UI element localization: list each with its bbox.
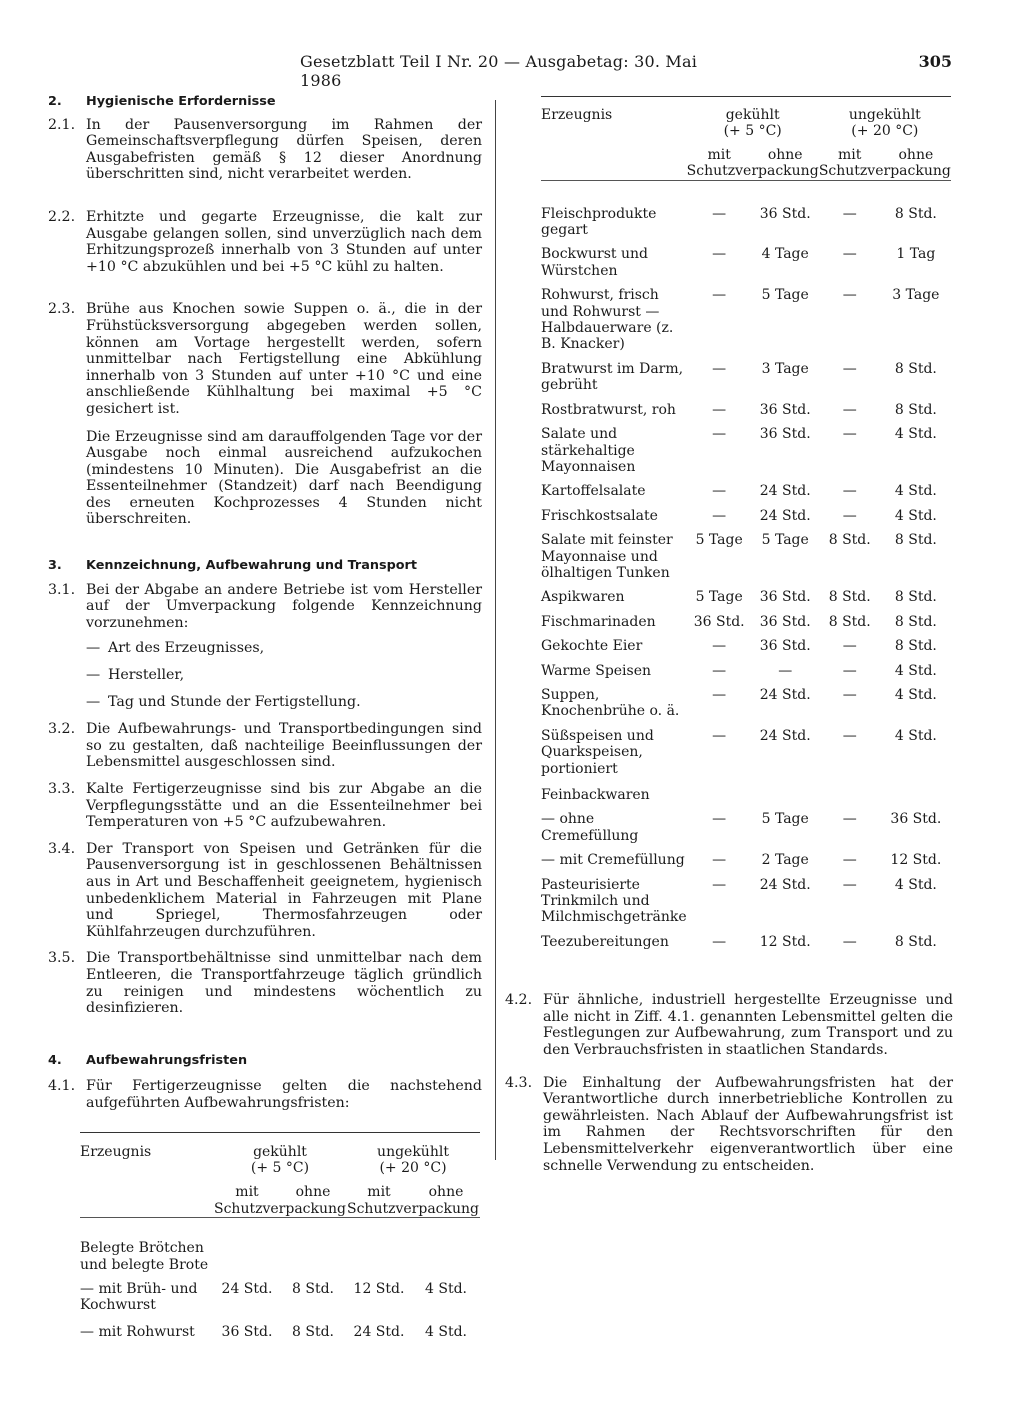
clause-number: 3.4. [48,840,76,857]
cell-value: — [712,426,727,443]
cell-value: 8 Std. [292,1280,334,1297]
cell-value: 5 Tage [695,532,743,549]
cell-value: 5 Tage [761,811,809,828]
clause-text: In der Pausenversorgung im Rahmen der Gemeinschaftsverpflegung dürfen Speisen, deren Ausgabefristen gemäß § 12 dieser Anordnung überschritten sind, nicht verarbeitet werden. [86,116,482,183]
table-row [541,524,951,581]
cell-value: 4 Std. [425,1323,467,1340]
row-product: Bockwurst und Würstchen [541,246,648,279]
clause-text: Für ähnliche, industriell hergestellte Erzeugnisse und alle nicht in Ziff. 4.1. genannten Lebensmittel gelten die Festlegungen zur Aufbewahrung, zum Transport und zu den Verbrauchsfristen in staatlichen Standards. [543,992,953,1059]
table-row [541,353,951,394]
table-header-product: Erzeugnis [80,1143,152,1160]
clause-2-1 [48,117,482,183]
row-product: — mit Rohwurst [80,1323,195,1340]
dash-bullet: — [86,667,101,684]
cell-value: 24 Std. [353,1323,405,1340]
table-header-with: mit [838,146,862,163]
cell-value: 8 Std. [828,532,871,549]
page-header-title: Gesetzblatt Teil I Nr. 20 — Ausgabetag: 30. Mai 1986 [300,52,698,90]
cell-value: — [712,401,727,418]
section-number: 4. [48,1052,62,1068]
table-header-uncooled: ungekühlt [377,1143,449,1160]
cell-value: 36 Std. [693,613,745,630]
left-column [48,94,482,1340]
dash-item [86,667,482,684]
table-group-label: Feinbackwaren [541,787,650,803]
table-header-uncooled: ungekühlt [848,107,921,123]
clause-4-1 [48,1078,482,1111]
cell-value: — [712,852,727,869]
cell-value: — [712,686,727,703]
table-row [541,803,951,844]
cell-value: — [842,727,857,744]
table-row [80,1314,480,1340]
clause-number: 4.1. [48,1078,76,1095]
cell-value: 12 Std. [759,933,811,950]
dash-bullet: — [86,640,101,657]
table-row [541,475,951,499]
dash-bullet: — [86,693,101,710]
clause-text: Kalte Fertigerzeugnisse sind bis zur Abgabe an die Verpflegungsstätte und an die Essenteilnehmer bei Temperaturen von +5 °C aufzubewahren. [86,781,482,831]
cell-value: 8 Std. [894,933,937,950]
cell-value: — [842,852,857,869]
cell-value: 8 Std. [894,532,937,549]
section-2-heading [48,94,482,111]
row-product: Kartoffelsalate [541,483,646,500]
cell-value: 12 Std. [353,1280,405,1297]
clause-text: Die Transportbehältnisse sind unmittelbar nach dem Entleeren, die Transportfahrzeuge täglich gründlich zu reinigen und mindestens wöchentlich zu desinfizieren. [86,950,482,1017]
table-header-cooled: gekühlt [725,107,780,123]
cell-value: 4 Std. [425,1280,467,1297]
section-title: Kennzeichnung, Aufbewahrung und Transport [86,558,417,574]
cell-value: 8 Std. [828,589,871,606]
table-header-product: Erzeugnis [541,107,613,123]
table-header-cooled-temp: (+ 5 °C) [250,1159,310,1176]
row-product: Frischkostsalate [541,507,658,524]
cell-value: 2 Tage [761,852,809,869]
cell-value: 4 Std. [894,483,937,500]
cell-value: — [842,933,857,950]
cell-value: — [842,662,857,679]
cell-value: — [842,246,857,263]
clause-4-2 [505,992,953,1058]
cell-value: 36 Std. [890,811,942,828]
cell-value: 8 Std. [894,613,937,630]
section-title: Hygienische Erfordernisse [86,94,276,109]
row-product: — ohne Cremefüllung [541,811,639,844]
cell-value: — [842,287,857,304]
clause-2-2 [48,209,482,275]
cell-value: 4 Tage [761,246,809,263]
cell-value: 8 Std. [292,1323,334,1340]
cell-value: 4 Std. [894,876,937,893]
cell-value: 3 Tage [761,360,809,377]
clause-4-3 [505,1075,953,1175]
row-product: Pasteurisierte Trinkmilch und Milchmischgetränke [541,876,687,926]
table-header-without: ohne [898,146,934,163]
cell-value: — [842,483,857,500]
table-row [541,198,951,239]
cell-value: — [842,507,857,524]
cell-value: 1 Tag [896,246,936,263]
table-header-without: ohne [428,1184,464,1201]
right-column [505,96,953,1174]
row-product: Rohwurst, frisch und Rohwurst — Halbdauerware (z. B. Knacker) [541,287,674,353]
cell-value: 3 Tage [892,287,940,304]
cell-value: — [842,205,857,222]
table-row [541,630,951,654]
clause-number: 3.2. [48,721,76,738]
cell-value: — [712,638,727,655]
clause-text: Bei der Abgabe an andere Betriebe ist vom Hersteller auf der Umverpackung folgende Kennzeichnung vorzunehmen: [86,581,482,631]
table-row [541,844,951,868]
cell-value: 36 Std. [221,1323,273,1340]
cell-value: 4 Std. [894,727,937,744]
cell-value: 8 Std. [894,589,937,606]
cell-value: — [712,811,727,828]
cell-value: — [712,205,727,222]
clause-number: 3.3. [48,781,76,797]
cell-value: 8 Std. [894,401,937,418]
cell-value: — [712,662,727,679]
cell-value: — [842,401,857,418]
cell-value: 24 Std. [221,1280,273,1297]
cell-value: 24 Std. [759,876,811,893]
clause-number: 2.3. [48,301,76,318]
section-4-heading [48,1053,482,1070]
row-product: Fleischprodukte gegart [541,205,657,239]
clause-number: 3.1. [48,581,76,598]
table-row [80,1273,480,1314]
cell-value: 4 Std. [894,507,937,524]
dash-text: Hersteller, [108,667,185,684]
cell-value: 5 Tage [695,589,743,606]
section-title: Aufbewahrungsfristen [86,1052,248,1068]
clause-text: Für Fertigerzeugnisse gelten die nachstehend aufgeführten Aufbewahrungsfristen: [86,1078,482,1111]
cell-value: — [712,483,727,500]
cell-value: 24 Std. [759,727,811,744]
table-header-without: ohne [767,146,803,163]
cell-value: — [712,287,727,304]
clause-3-2 [48,721,482,771]
table-header-packaging: Schutzverpackung [686,163,819,180]
cell-value: 36 Std. [759,401,811,418]
row-product: Bratwurst im Darm, gebrüht [541,360,684,394]
clause-text: Der Transport von Speisen und Getränken für die Pausenversorgung ist in geschlossenen Behältnissen aus in Art und Beschaffenheit geeignetem, hygienisch unbedenklichem Material in Fahrzeugen mit Plane und Spriegel, Thermosfahrzeugen oder Kühlfahrzeugen durchzuführen. [86,840,482,940]
cell-value: 4 Std. [894,662,937,679]
clause-number: 2.2. [48,208,76,225]
row-product: Salate und stärkehaltige Mayonnaisen [541,426,636,475]
cell-value: 8 Std. [894,638,937,655]
cell-value: 8 Std. [894,205,937,222]
table-row [541,606,951,630]
cell-value: 24 Std. [759,507,811,524]
clause-3-3 [48,781,482,831]
table-row [541,418,951,475]
cell-value: — [778,662,793,679]
cell-value: — [842,360,857,377]
storage-table-left [80,1132,480,1341]
table-row [541,279,951,353]
clause-3-1 [48,582,482,632]
table-body [541,180,951,950]
cell-value: — [842,811,857,828]
table-header-packaging: Schutzverpackung [347,1200,479,1217]
cell-value: 4 Std. [894,426,937,443]
table-header-cooled: gekühlt [253,1143,307,1160]
cell-value: 24 Std. [759,686,811,703]
table-group-label: Belegte Brötchen und belegte Brote [80,1240,209,1273]
cell-value: 36 Std. [759,589,811,606]
clause-text: Brühe aus Knochen sowie Suppen o. ä., die in der Frühstücksversorgung abgegeben werden sollen, können am Vortage hergestellt werden, sofern unmittelbar nach Fertigstellung eine Abkühlung innerhalb von 3 Stunden auf unter +10 °C und eine anschließende Kühlhaltung bei maximal +5 °C gesichert ist. [86,301,482,417]
table-header-packaging: Schutzverpackung [818,163,951,180]
table-row [541,238,951,279]
clause-text: Die Einhaltung der Aufbewahrungsfristen hat der Verantwortliche durch innerbetriebliche Kontrollen zu gewährleisten. Nach Ablauf der Aufbewahrungsfrist ist im Rahmen der Rechtsvorschriften für den Lebensmittelverkehr eigenverantwortlich über eine schnelle Verwendung zu entscheiden. [543,1074,953,1174]
storage-table-right [541,96,951,950]
dash-item [86,694,482,711]
clause-number: 4.3. [505,1074,533,1091]
table-header-with: mit [367,1184,391,1201]
cell-value: — [712,727,727,744]
table-row [541,500,951,524]
row-product: Süßspeisen und Quarkspeisen, portioniert [541,727,654,777]
clause-3-5 [48,950,482,1016]
row-product: Gekochte Eier [541,638,643,655]
row-product: — mit Cremefüllung [541,852,685,869]
cell-value: — [842,638,857,655]
clause-3-4 [48,841,482,941]
cell-value: — [842,686,857,703]
section-number: 3. [48,558,62,574]
dash-item [86,640,482,657]
clause-number: 2.1. [48,116,76,133]
table-header-uncooled-temp: (+ 20 °C) [851,123,919,140]
table-header-uncooled-temp: (+ 20 °C) [379,1159,447,1176]
clause-number: 4.2. [505,992,533,1009]
cell-value: — [712,360,727,377]
cell-value: — [712,876,727,893]
table-header-with: mit [707,146,731,163]
table-row [541,926,951,950]
table-row [541,869,951,926]
clause-2-3 [48,301,482,417]
cell-value: 36 Std. [759,205,811,222]
table-row [541,394,951,418]
dash-text: Tag und Stunde der Fertigstellung. [108,693,361,710]
row-product: Aspikwaren [541,589,625,606]
cell-value: 4 Std. [894,686,937,703]
cell-value: 8 Std. [894,360,937,377]
section-number: 2. [48,94,62,109]
row-product: Suppen, Knochenbrühe o. ä. [541,686,680,720]
table-header-packaging: Schutzverpackung [214,1200,346,1217]
cell-value: 8 Std. [828,613,871,630]
cell-value: — [842,426,857,443]
dash-text: Art des Erzeugnisses, [108,640,265,657]
cell-value: — [712,933,727,950]
clause-text: Erhitzte und gegarte Erzeugnisse, die kalt zur Ausgabe gelangen sollen, sind unverzüglich nach dem Erhitzungsprozeß innerhalb von 3 Stunden auf unter +10 °C abzukühlen und bei +5 °C kühl zu halten. [86,208,482,275]
table-row [541,581,951,605]
row-product: Fischmarinaden [541,613,656,630]
cell-value: 12 Std. [890,852,942,869]
row-product: — mit Brüh- und Kochwurst [80,1280,198,1314]
clause-text: Die Aufbewahrungs- und Transportbedingungen sind so zu gestalten, daß nachteilige Beeinflussungen der Lebensmittel ausgeschlossen sind. [86,721,482,771]
cell-value: 36 Std. [759,426,811,443]
table-row [541,679,951,720]
table-row [541,720,951,777]
cell-value: 5 Tage [761,287,809,304]
row-product: Teezubereitungen [541,933,669,950]
row-product: Rostbratwurst, roh [541,401,676,418]
cell-value: 5 Tage [761,532,809,549]
cell-value: 24 Std. [759,483,811,500]
clause-number: 3.5. [48,950,76,967]
cell-value: 36 Std. [759,613,811,630]
table-header-cooled-temp: (+ 5 °C) [723,123,782,140]
row-product: Warme Speisen [541,662,652,679]
table-header-without: ohne [295,1184,331,1201]
table-row [541,655,951,679]
section-3-heading [48,558,482,575]
column-divider [495,100,496,1160]
table-header-with: mit [235,1184,259,1201]
cell-value: — [842,876,857,893]
cell-value: — [712,507,727,524]
cell-value: — [712,246,727,263]
row-product: Salate mit feinster Mayonnaise und ölhaltigen Tunken [541,532,673,581]
paragraph-2-3-continued: Die Erzeugnisse sind am darauffolgenden Tage vor der Ausgabe noch einmal ausreichend aufzukochen (mindestens 10 Minuten). Die Ausgabefrist an die Essenteilnehmer (Standzeit) darf nach Beendigung des erneuten Kochprozesses 4 Stunden nicht überschreiten. [86,428,482,528]
page-number: 305 [918,52,952,71]
cell-value: 36 Std. [759,638,811,655]
